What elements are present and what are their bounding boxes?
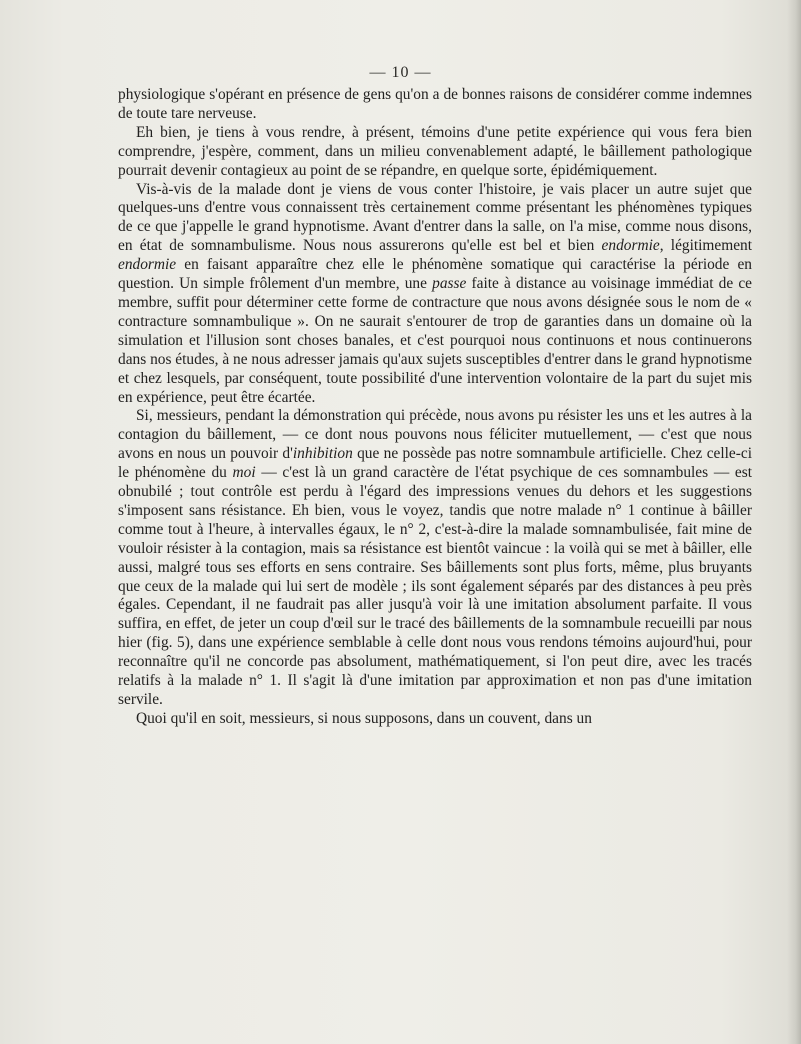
page-edge-shadow bbox=[787, 0, 801, 1044]
paragraph bbox=[118, 181, 752, 408]
paragraph bbox=[118, 124, 752, 181]
text-run: — c'est là un grand caractère de l'état psychique de ces somnambules — est obnubilé ; tout contrôle est perdu à l'égard des impressions venues du dehors et les suggestions s'imposent sans résistance. Eh bien, vous le voyez, tandis que notre malade n° 1 continue à bâiller comme tout à l'heure, à intervalles égaux, le n° 2, c'est-à-dire la malade somnambulisée, fait mine de vouloir résister à la contagion, mais sa résistance est bientôt vaincue : la voilà qui se met à bâiller, elle aussi, malgré tous ses efforts en sens contraire. Ses bâillements sont plus forts, même, plus bruyants que ceux de la malade qui lui sert de modèle ; ils sont également séparés par des distances à peu près égales. Cependant, il ne faudrait pas aller jusqu'à voir là une imitation absolument parfaite. Il vous suffira, en effet, de jeter un coup d'œil sur le tracé des bâillements de la somnambule recueilli par nous hier (fig. 5), dans une expérience semblable à celle dont nous vous rendons témoins aujourd'hui, pour reconnaître qu'il ne concorde pas absolument, mathématiquement, si l'on peut dire, avec les tracés relatifs à la malade n° 1. Il s'agit là d'une imitation par approximation et non pas d'une imitation servile. bbox=[118, 464, 753, 708]
italic-text: inhibition bbox=[292, 445, 353, 463]
text-run: Vis-à-vis de la malade dont je viens de vous conter l'histoire, je vais placer un autre sujet que quelques-uns d'entre vous connaissent très certainement comme présentant les phénomènes typiques de ce que j'appelle le grand hypnotisme. Avant d'entrer dans la salle, on l'a mise, comme nous disons, en état de somnambulisme. Nous nous assurerons qu'elle est bel et bien bbox=[118, 180, 752, 255]
text-run: , légitimement bbox=[659, 237, 753, 255]
text-run: Si, messieurs, pendant la démonstration qui précède, nous avons pu résister les uns et les autres à la contagion du bâillement, — ce dont nous pouvons nous féliciter mutuellement, — c'est que nous avons en nous un pouvoir d' bbox=[118, 407, 752, 463]
text-run: Quoi qu'il en soit, messieurs, si nous supposons, dans un couvent, dans un bbox=[136, 709, 592, 727]
italic-text: endormie bbox=[601, 237, 660, 255]
italic-text: passe bbox=[432, 275, 467, 293]
italic-text: endormie bbox=[118, 256, 177, 274]
text-run: Eh bien, je tiens à vous rendre, à présent, témoins d'une petite expérience qui vous fera bien comprendre, j'espère, comment, dans un milieu convenablement adapté, le bâillement pathologique pourrait devenir contagieux au point de se répandre, en quelque sorte, épidémiquement. bbox=[118, 123, 752, 179]
text-run: physiologique s'opérant en présence de gens qu'on a de bonnes raisons de considérer comme indemnes de toute tare nerveuse. bbox=[118, 86, 752, 122]
paragraph bbox=[118, 86, 752, 124]
page-number: — 10 — bbox=[369, 64, 432, 81]
text-run: en faisant apparaître chez elle le phénomène somatique qui caractérise la période en question. Un simple frôlement d'un membre, une bbox=[118, 256, 752, 293]
text-run: que ne possède pas notre somnambule artificielle. Chez celle-ci le phénomène du bbox=[118, 445, 752, 482]
body-text bbox=[118, 86, 752, 729]
text-run: faite à distance au voisinage immédiat de ce membre, suffit pour déterminer cette forme de contracture que nous avons désignée sous le nom de « contracture somnambulique ». On ne saurait s'entourer de trop de garanties dans un domaine où la simulation et l'illusion sont choses banales, et c'est pourquoi nous continuons et nous continuerons dans nos études, à ne nous adresser jamais qu'aux sujets susceptibles d'entrer dans le grand hypnotisme et chez lesquels, par conséquent, toute possibilité d'une intervention volontaire de la part du sujet mis en expérience, peut être écartée. bbox=[118, 275, 752, 406]
paragraph bbox=[118, 407, 752, 710]
italic-text: moi bbox=[232, 464, 256, 482]
paragraph bbox=[118, 710, 752, 729]
